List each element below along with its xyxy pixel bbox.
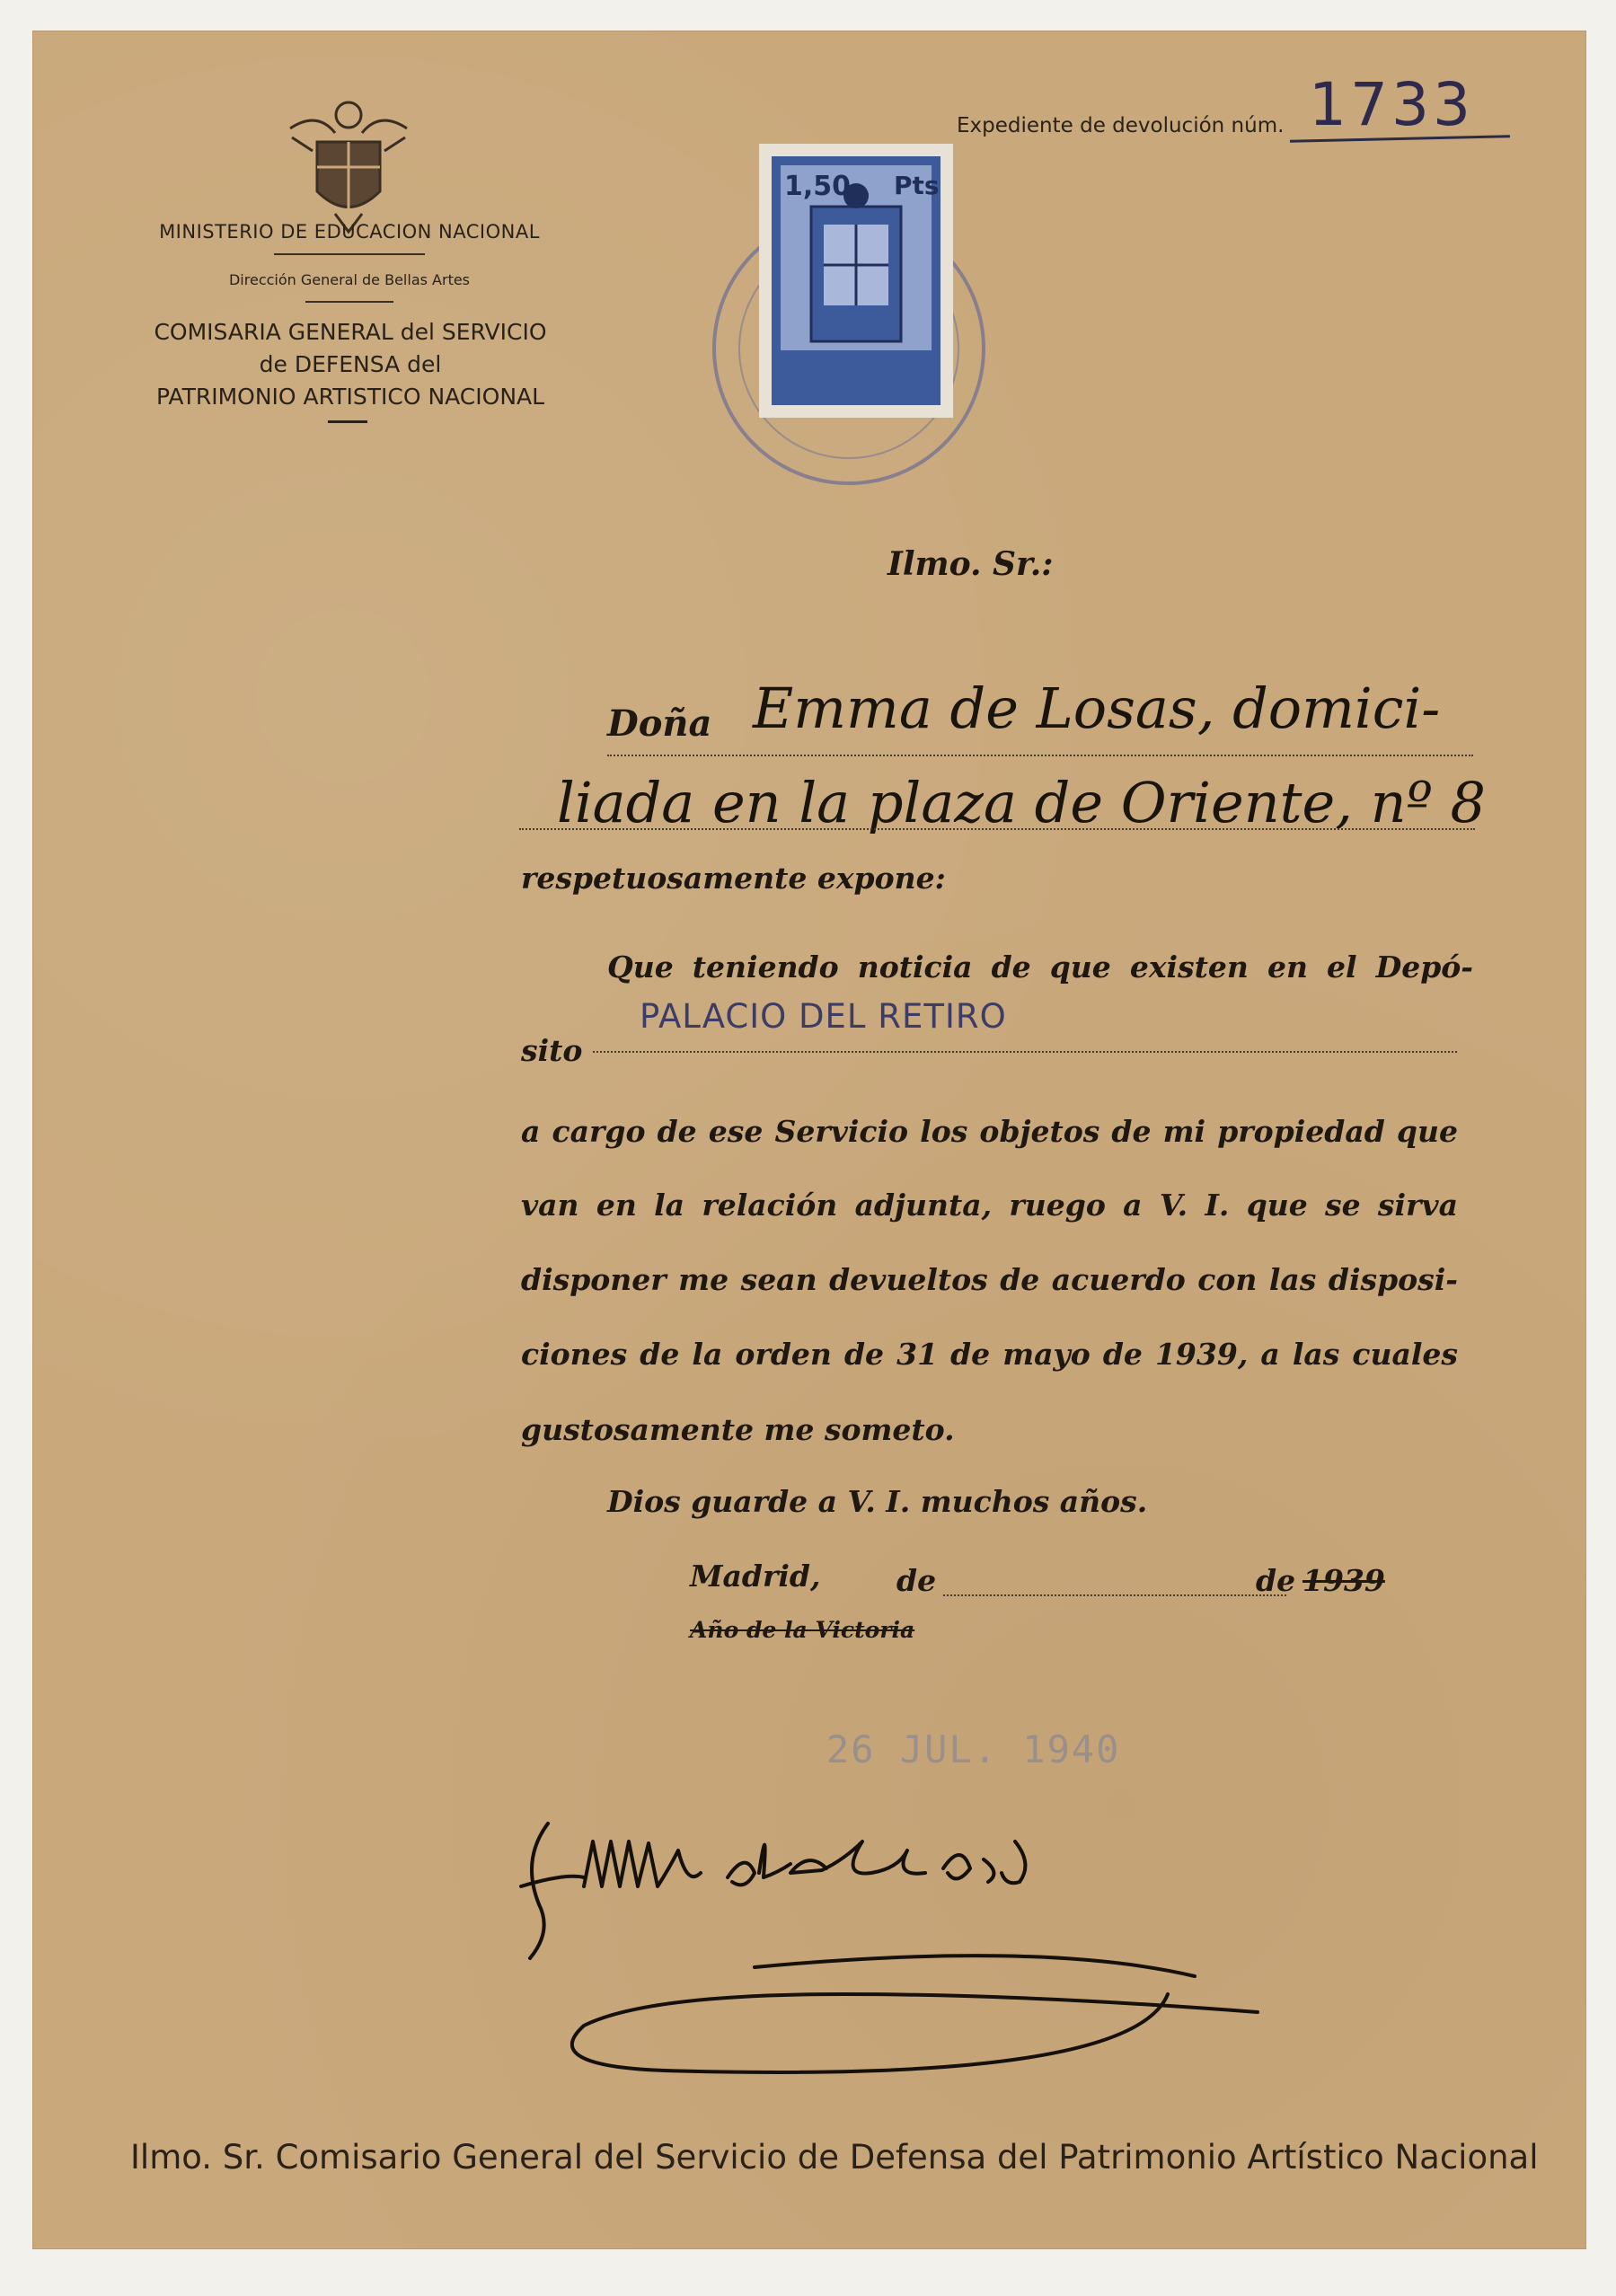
file-number-label: Expediente de devolución núm. [957,114,1285,137]
commission-name [117,316,584,413]
tax-stamp [759,144,953,418]
body-line-4: van en la relación adjunta, ruego a V. I. que se sirva [521,1188,1458,1223]
divider [274,253,425,255]
stamp-currency: Pts [894,171,940,200]
dotted-fill-line [943,1594,1286,1596]
commission-line-3: PATRIMONIO ARTISTICO NACIONAL [155,384,545,410]
body-line-7: gustosamente me someto. [521,1412,955,1447]
requester-name-line-2: liada en la plaza de Oriente, nº 8 [557,770,1486,835]
struck-year: 1939 [1303,1563,1385,1598]
struck-motto: Año de la Victoria [690,1617,915,1643]
stamp-value: 1,50 [784,171,852,202]
commission-line-1: COMISARIA GENERAL del SERVICIO [154,319,547,345]
direction-name: Dirección General de Bellas Artes [228,271,471,288]
divider [305,301,393,303]
requester-title: Doña [607,702,712,745]
expone-line: respetuosamente expone: [521,861,946,896]
received-date-stamp: 26 JUL. 1940 [826,1727,1121,1771]
body-line-6: ciones de la orden de 31 de mayo de 1939, a las cuales [521,1337,1458,1372]
commission-line-2: de DEFENSA del [259,351,442,377]
closing-line: Dios guarde a V. I. muchos años. [607,1484,1148,1519]
dateline-de: de [896,1563,937,1598]
dateline-de: de [1256,1563,1296,1598]
dotted-fill-line [607,755,1473,756]
divider [328,420,367,423]
requester-name-line-1: Emma de Losas, domici- [753,676,1441,741]
handwritten-signature [485,1788,1294,2084]
body-line-1: Que teniendo noticia de que existen en el Depó- [607,949,1473,985]
dotted-fill-line [593,1051,1457,1053]
salutation: Ilmo. Sr.: [887,545,1054,583]
body-line-3: a cargo de ese Servicio los objetos de mi propiedad que [521,1114,1458,1149]
body-line-5: disponer me sean devueltos de acuerdo con las disposi- [521,1262,1458,1297]
body-sito: sito [521,1033,583,1068]
dotted-fill-line [519,828,1475,830]
file-number: 1733 [1309,70,1474,139]
ministry-name: MINISTERIO DE EDUCACION NACIONAL [159,221,540,243]
dateline-city: Madrid, [690,1559,821,1594]
deposit-name: PALACIO DEL RETIRO [640,997,1007,1036]
addressee-footer: Ilmo. Sr. Comisario General del Servicio de Defensa del Patrimonio Artístico Nacional [130,2138,1539,2177]
coat-of-arms-emblem [281,88,416,241]
